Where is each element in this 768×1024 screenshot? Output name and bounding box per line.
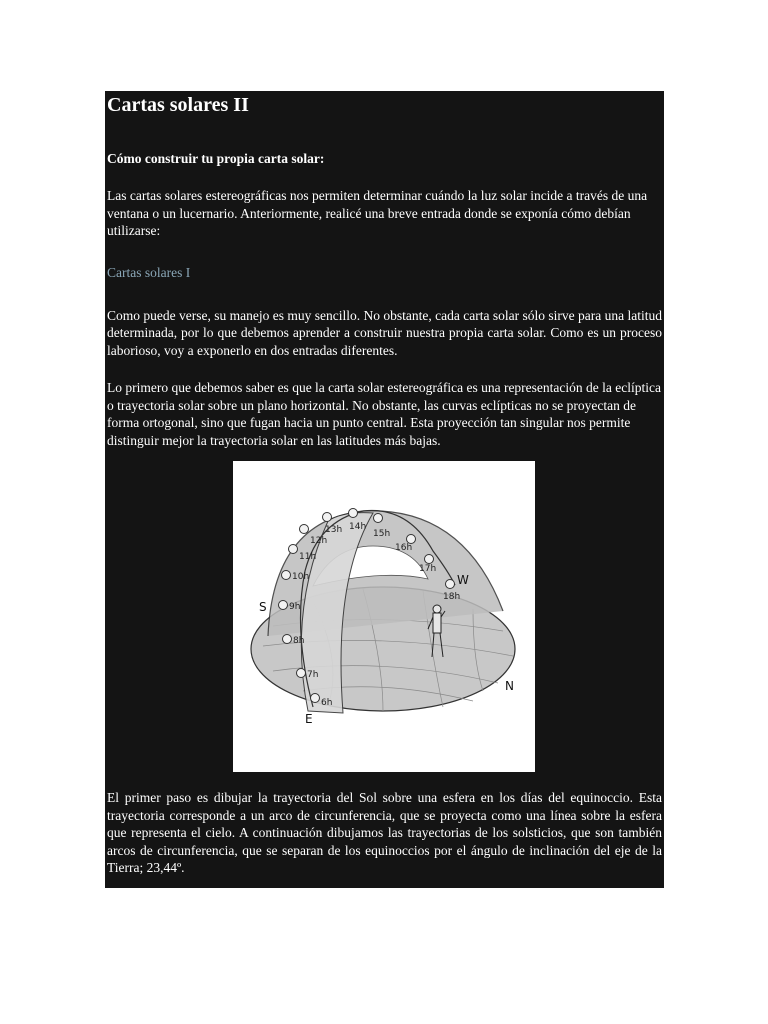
hour-label-17h: 17h bbox=[419, 564, 437, 574]
hour-label-9h: 9h bbox=[289, 602, 301, 612]
article-title: Cartas solares II bbox=[107, 94, 249, 116]
sun-marker-6h bbox=[311, 694, 320, 703]
paragraph-usage: Como puede verse, su manejo es muy sencillo. No obstante, cada carta solar sólo sirve para una latitud determinada, por lo que debemos aprender a construir nuestra propia carta solar. Como es un proceso laborioso, voy a exponerlo en dos entradas diferentes. bbox=[107, 307, 662, 358]
hour-label-6h: 6h bbox=[321, 698, 333, 708]
article-subtitle: Cómo construir tu propia carta solar: bbox=[107, 151, 325, 166]
cardinal-east: E bbox=[305, 712, 313, 726]
sun-path-diagram bbox=[233, 461, 535, 772]
sun-marker-11h bbox=[289, 545, 298, 554]
hour-label-13h: 13h bbox=[325, 525, 343, 535]
sun-marker-15h bbox=[374, 514, 383, 523]
cardinal-north: N bbox=[505, 679, 514, 693]
hour-label-10h: 10h bbox=[292, 572, 310, 582]
sun-marker-9h bbox=[279, 601, 288, 610]
cardinal-west: W bbox=[457, 573, 469, 587]
hour-label-15h: 15h bbox=[373, 529, 391, 539]
hour-label-12h: 12h bbox=[310, 536, 328, 546]
sun-path-figure bbox=[233, 461, 535, 772]
sun-marker-12h bbox=[300, 525, 309, 534]
hour-label-18h: 18h bbox=[443, 592, 461, 602]
sun-marker-10h bbox=[282, 571, 291, 580]
paragraph-projection: Lo primero que debemos saber es que la carta solar estereográfica es una representación de la eclíptica o trayectoria solar sobre un plano horizontal. No obstante, las curvas eclípticas no se proyectan de forma ortogonal, sino que fugan hacia un punto central. Esta proyección tan singular nos permite distinguir mejor la trayectoria solar en las latitudes más bajas. bbox=[107, 380, 661, 448]
sun-marker-13h bbox=[323, 513, 332, 522]
hour-label-8h: 8h bbox=[293, 636, 305, 646]
sun-marker-8h bbox=[283, 635, 292, 644]
cardinal-south: S bbox=[259, 600, 267, 614]
hour-label-7h: 7h bbox=[307, 670, 319, 680]
paragraph-intro: Las cartas solares estereográficas nos permiten determinar cuándo la luz solar incide a través de una ventana o un lucernario. Anteriormente, realicé una breve entrada donde se exponía cómo debían utilizarse: bbox=[107, 188, 648, 238]
paragraph-equinox: El primer paso es dibujar la trayectoria del Sol sobre una esfera en los días del equinoccio. Esta trayectoria corresponde a un arco de circunferencia, que se proyecta como una línea sobre la esfera que representa el cielo. A continuación dibujamos las trayectorias de los solsticios, que son también arcos de circunferencia, que se separan de los equinoccios por el ángulo de inclinación del eje de la Tierra; 23,44º. bbox=[107, 790, 662, 875]
sun-marker-7h bbox=[297, 669, 306, 678]
hour-label-16h: 16h bbox=[395, 543, 413, 553]
link-cartas-solares-i[interactable]: Cartas solares I bbox=[107, 264, 191, 280]
sun-marker-14h bbox=[349, 509, 358, 518]
sun-marker-17h bbox=[425, 555, 434, 564]
hour-label-11h: 11h bbox=[299, 552, 317, 562]
hour-label-14h: 14h bbox=[349, 522, 367, 532]
sun-marker-18h bbox=[446, 580, 455, 589]
